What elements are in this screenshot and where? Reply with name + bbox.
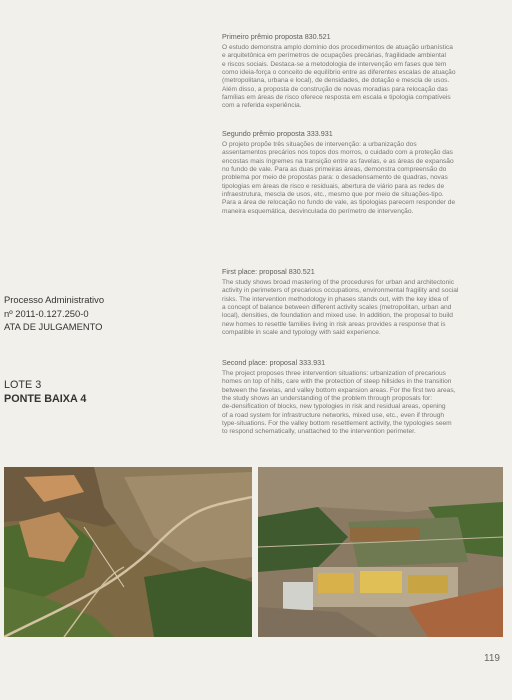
text-line: homes on top of hills, care with the protection of steep hillsides in the transition	[222, 378, 452, 386]
lot-info	[4, 379, 86, 406]
aerial-photo-school-complex	[258, 467, 503, 637]
text-line: de-densification of blocks, new typologies in risk and residual areas, opening	[222, 403, 446, 411]
text-line: como ideia-força o conceito de equilíbrio entre as diferentes escalas de atuação	[222, 69, 456, 77]
text-line: Além disso, a proposta de construção de novas moradias para relocação das	[222, 85, 448, 93]
process-label: Processo Administrativo	[4, 294, 105, 305]
en-second-place-section	[222, 358, 504, 437]
text-line: The project proposes three intervention situations: urbanization of precarious	[222, 370, 446, 377]
text-line: e arquitetônica em perímetros de ocupações precárias, fragilidade ambiental	[222, 52, 446, 60]
process-info	[4, 293, 104, 334]
text-line: problema por meio de propostas para: o desadensamento de quadras, novas	[222, 174, 448, 182]
text-line: (metropolitana, urbana e local), de densidades, de dotação e mescla de usos.	[222, 77, 450, 85]
text-line: encostas mais íngremes na transição entre as favelas, e as áreas de expansão	[222, 157, 454, 165]
process-number: nº 2011-0.127.250-0	[4, 307, 89, 319]
minutes-label: ATA DE JULGAMENTO	[4, 321, 103, 332]
text-line: a concept of balance between different activity scales (metropolitan, urban and	[222, 304, 452, 312]
text-line: local), densities, de foundation and mixed use. In addition, the proposal to build	[222, 312, 453, 320]
text-line: compatible in scale and typology with said experience.	[222, 329, 381, 337]
text-line: the study shows an understanding of the problem through proposals for:	[222, 395, 433, 403]
pt-first-prize-title: Primeiro prêmio proposta 830.521	[222, 32, 331, 41]
text-line: of a road system for infrastructure networks, mixed use, etc., even if through	[222, 411, 445, 419]
text-line: assentamentos precários nos topos dos morros, o cuidado com a proteção das	[222, 149, 453, 157]
text-line: between the favelas, and valley bottom expansion areas. For the first two areas,	[222, 386, 456, 394]
en-first-place-title: First place: proposal 830.521	[222, 267, 315, 276]
text-line: tipologias em áreas de risco e residuais, abertura de viário para as redes de	[222, 182, 445, 190]
text-line: risks. The intervention methodology in phases stands out, with the key idea of	[222, 295, 449, 303]
pt-first-prize-text	[222, 44, 504, 111]
en-first-place-section	[222, 267, 504, 337]
aerial-photo-hillside	[4, 467, 252, 637]
lot-name: PONTE BAIXA 4	[4, 392, 87, 405]
en-second-place-title: Second place: proposal 333.931	[222, 358, 326, 367]
text-line: O estudo demonstra amplo domínio dos procedimentos de atuação urbanística	[222, 44, 453, 51]
text-line: maneira esquemática, desvinculada do perímetro de intervenção.	[222, 207, 414, 215]
lot-label: LOTE 3	[4, 379, 42, 391]
text-line: com a referida experiência.	[222, 102, 302, 110]
text-line: The study shows broad mastering of the procedures for urban and architectonic	[222, 279, 455, 286]
pt-first-prize-section	[222, 32, 504, 111]
text-line: famílias em áreas de risco oferece resposta em escala e tipologia compatíveis	[222, 94, 451, 102]
text-line: no fundo de vale. Para as duas primeiras áreas, demonstra compreensão do	[222, 166, 447, 174]
en-second-place-text	[222, 370, 504, 437]
text-line: O projeto propõe três situações de intervenção: a urbanização dos	[222, 141, 417, 148]
text-line: type-situations. For the valley bottom resettlement activity, the typologies seem	[222, 420, 452, 428]
text-line: new homes to resettle families living in risk areas provides a response that is	[222, 320, 446, 328]
pt-second-prize-title: Segundo prêmio proposta 333.931	[222, 129, 333, 138]
page-number: 119	[484, 653, 500, 664]
pt-second-prize-text	[222, 141, 504, 216]
text-line: activity in perimeters of precarious occupations, environmental fragility and social	[222, 287, 459, 295]
text-line: Para a área de relocação no fundo de vale, as tipologias parecem responder de	[222, 199, 456, 207]
pt-second-prize-section	[222, 129, 504, 216]
en-first-place-text	[222, 279, 504, 337]
text-line: to respond schematically, unattached to the intervention perimeter.	[222, 428, 416, 436]
text-line: infraestrutura, mescla de usos, etc., mesmo que por meio de situações-tipo.	[222, 191, 444, 199]
text-line: e riscos sociais. Destaca-se a metodologia de intervenção em fases que tem	[222, 60, 447, 68]
